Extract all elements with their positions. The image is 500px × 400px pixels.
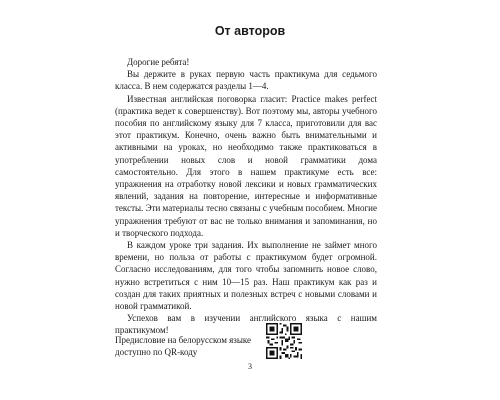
paragraph-practice: Известная английская поговорка гласит: Practice makes perfect (практика ведет к совершенству). Вот поэтому мы, авторы учебного пособия по английскому языку для 7 класса, приготовили для вас этот практикум. Конечно, очень важно быть внимательными и активными на уроках, но необходимо также практиковаться в употреблении новых слов и новой грамматики дома самостоятельно. Для этого в нашем практикуме есть все: упражнения на отработку новой лексики и новых грамматических явлений, задания на повторение, интересные и информативные тексты. Эти материалы тесно связаны с учебным пособием. Многие упражнения требуют от вас не только внимания и запоминания, но и творческого подхода. xyxy=(115,93,377,238)
paragraph-intro: Вы держите в руках первую часть практикума для седьмого класса. В нем содержатся разделы 1—4. xyxy=(115,69,377,92)
preface-body xyxy=(115,56,377,337)
page-title: От авторов xyxy=(214,24,286,38)
paragraph-lessons: В каждом уроке три задания. Их выполнение не займет много времени, но польза от работы с практикумом будет огромной. Согласно исследованиям, для того чтобы запомнить новое слово, нужно встретиться с ним 10—15 раз. Наш практикум как раз и создан для таких приятных и полезных встреч с новыми словами и новой грамматикой. xyxy=(115,240,377,312)
qr-note-line-2: доступно по QR-коду xyxy=(115,347,198,357)
page-number: 3 xyxy=(248,362,252,371)
paragraph-wishes: Успехов вам в изучении английского языка с нашим практикумом! xyxy=(115,313,377,336)
qr-code[interactable] xyxy=(266,323,302,359)
qr-note xyxy=(115,334,265,358)
qr-note-line-1: Предисловие на белорусском языке xyxy=(115,335,252,345)
greeting: Дорогие ребята! xyxy=(127,57,190,67)
